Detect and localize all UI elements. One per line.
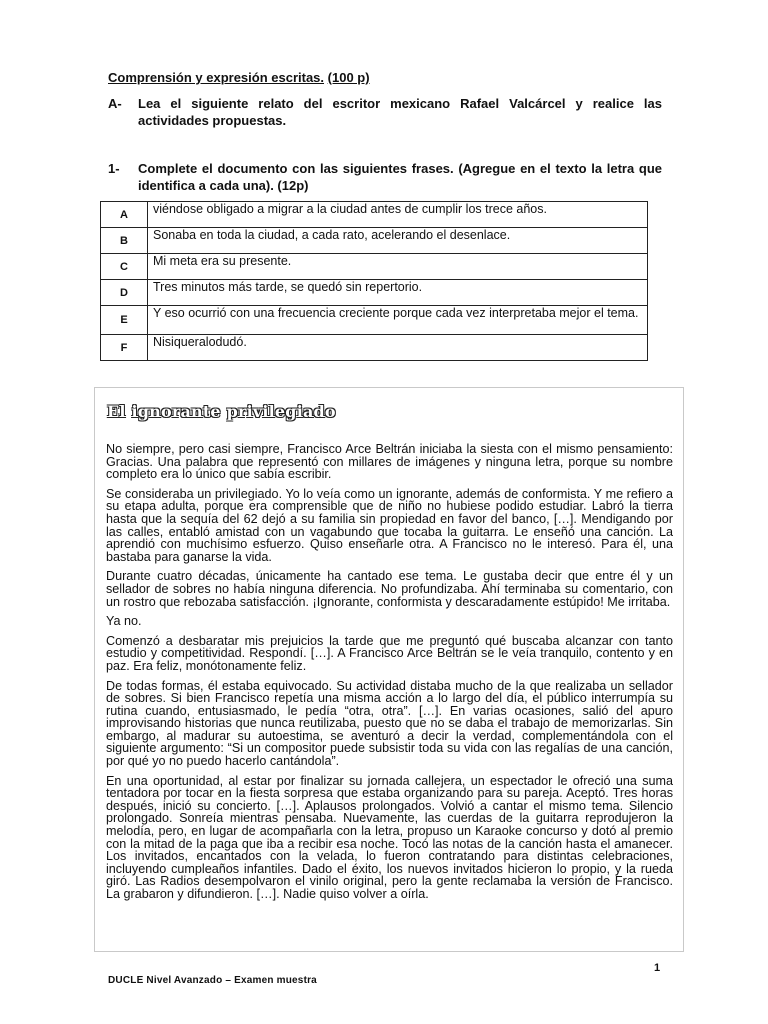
story-paragraph: Comenzó a desbaratar mis prejuicios la tarde que me preguntó qué buscaba alcanzar con tanto estudio y competitividad. Respondí. […]. A Francisco Arce Beltrán se le veía tranquilo, contento y en paz. Era feliz, monótonamente feliz.: [106, 633, 673, 673]
story-paragraph: Ya no.: [106, 614, 142, 629]
phrase-text: Mi meta era su presente.: [148, 254, 648, 280]
instruction-1: [108, 160, 662, 196]
instruction-a-label: A-: [108, 96, 122, 111]
phrases-table: [100, 201, 648, 361]
story-body: [106, 443, 673, 908]
instruction-1-label: 1-: [108, 161, 120, 176]
phrase-letter: D: [101, 280, 148, 306]
phrase-text: viéndose obligado a migrar a la ciudad antes de cumplir los trece años.: [148, 202, 648, 228]
instruction-a-text: Lea el siguiente relato del escritor mexicano Rafael Valcárcel y realice las actividades propuestas.: [138, 96, 662, 128]
story-title: El ignorante privilegiado: [107, 402, 336, 421]
story-box: [94, 387, 684, 952]
story-paragraph: No siempre, pero casi siempre, Francisco Arce Beltrán iniciaba la siesta con el mismo pensamiento: Gracias. Una palabra que representó con millares de imágenes y ninguna letra, porque su nombre completo era lo único que sabía escribir.: [106, 442, 673, 482]
footer-exam-label: DUCLE Nivel Avanzado – Examen muestra: [108, 975, 317, 986]
phrase-row: [101, 202, 648, 228]
phrase-row: [101, 306, 648, 335]
phrase-letter: E: [101, 306, 148, 335]
story-paragraph: Durante cuatro décadas, únicamente ha cantado ese tema. Le gustaba decir que entre él y un sellador de sobres no había ninguna diferencia. No profundizaba. Ahí terminaba su comentario, con un rostro que rebozaba satisfacción. ¡Ignorante, conformista y descaradamente estúpido! Me irritaba.: [106, 569, 673, 609]
phrase-text: Y eso ocurrió con una frecuencia creciente porque cada vez interpretaba mejor el tema.: [148, 306, 648, 335]
phrase-text: Tres minutos más tarde, se quedó sin repertorio.: [148, 280, 648, 306]
phrase-row: [101, 228, 648, 254]
story-paragraph: Se consideraba un privilegiado. Yo lo veía como un ignorante, además de conformista. Y me refiero a su etapa adulta, porque era comprensible que de niño no hubiese podido estudiar. Labró la tierra hasta que la sequía del 62 dejó a su familia sin propiedad en favor del banco, […]. Mendigando por las calles, entabló amistad con un vagabundo que tocaba la guitarra. Le enseñó una canción. La aprendió con muchísimo esfuerzo. Quiso enseñarle otra. A Francisco no le interesó. Para él, una bastaba para ganarse la vida.: [106, 486, 673, 564]
instruction-1-text: Complete el documento con las siguientes frases. (Agregue en el texto la letra que identifica a cada una). (12p): [138, 161, 662, 193]
phrase-row: [101, 335, 648, 361]
story-paragraph: En una oportunidad, al estar por finalizar su jornada callejera, un espectador le ofreció una suma tentadora por tocar en la fiesta sorpresa que estaba organizando para su pareja. Aceptó. Tres horas después, inició su concierto. […]. Aplausos prolongados. Volvió a cantar el mismo tema. Silencio prolongado. Sonreía mientras pensaba. Nuevamente, las cuerdas de la guitarra reprodujeron la melodía, pero, en lugar de acompañarla con la letra, propuso un Karaoke concurso y dotó al premio con la mitad de la paga que iba a recibir esa noche. Tocó las notas de la canción hasta el amanecer. Los invitados, encantados con la velada, lo fueron contratando para distintas celebraciones, incluyendo cumpleaños infantiles. Dado el éxito, los nuevos invitados hicieron lo propio, y la rueda giró. Las Radios desempolvaron el vinilo original, pero la gente reclamaba la versión de Francisco. La grabaron y difundieron. […]. Nadie quiso volver a oírla.: [106, 773, 673, 901]
phrase-text: Nisiqueralodudó.: [148, 335, 648, 361]
story-paragraph: De todas formas, él estaba equivocado. Su actividad distaba mucho de la que realizaba un sellador de sobres. Si bien Francisco repetía una misma acción a lo largo del día, el público interrumpía su rutina cuando, entusiasmado, le pedía “otra, otra”. […]. En varias ocasiones, salió del apuro improvisando historias que nunca reutilizaba, puesto que no se daba el trabajo de memorizarlas. Sin embargo, al madurar su autoestima, se aventuró a decir la verdad, complementándola con el siguiente argumento: “Si un compositor puede subsistir toda su vida con las regalías de una canción, por qué yo no puedo hacerlo cantándola”.: [106, 678, 673, 769]
section-points: (100 p): [327, 70, 370, 85]
section-title-text: Comprensión y expresión escritas.: [108, 70, 325, 85]
phrase-letter: B: [101, 228, 148, 254]
instruction-a: [108, 95, 662, 131]
page-number: 1: [654, 962, 661, 974]
phrase-letter: F: [101, 335, 148, 361]
phrase-text: Sonaba en toda la ciudad, a cada rato, acelerando el desenlace.: [148, 228, 648, 254]
phrase-letter: C: [101, 254, 148, 280]
phrase-row: [101, 254, 648, 280]
phrase-row: [101, 280, 648, 306]
phrase-letter: A: [101, 202, 148, 228]
section-title: [108, 70, 370, 85]
